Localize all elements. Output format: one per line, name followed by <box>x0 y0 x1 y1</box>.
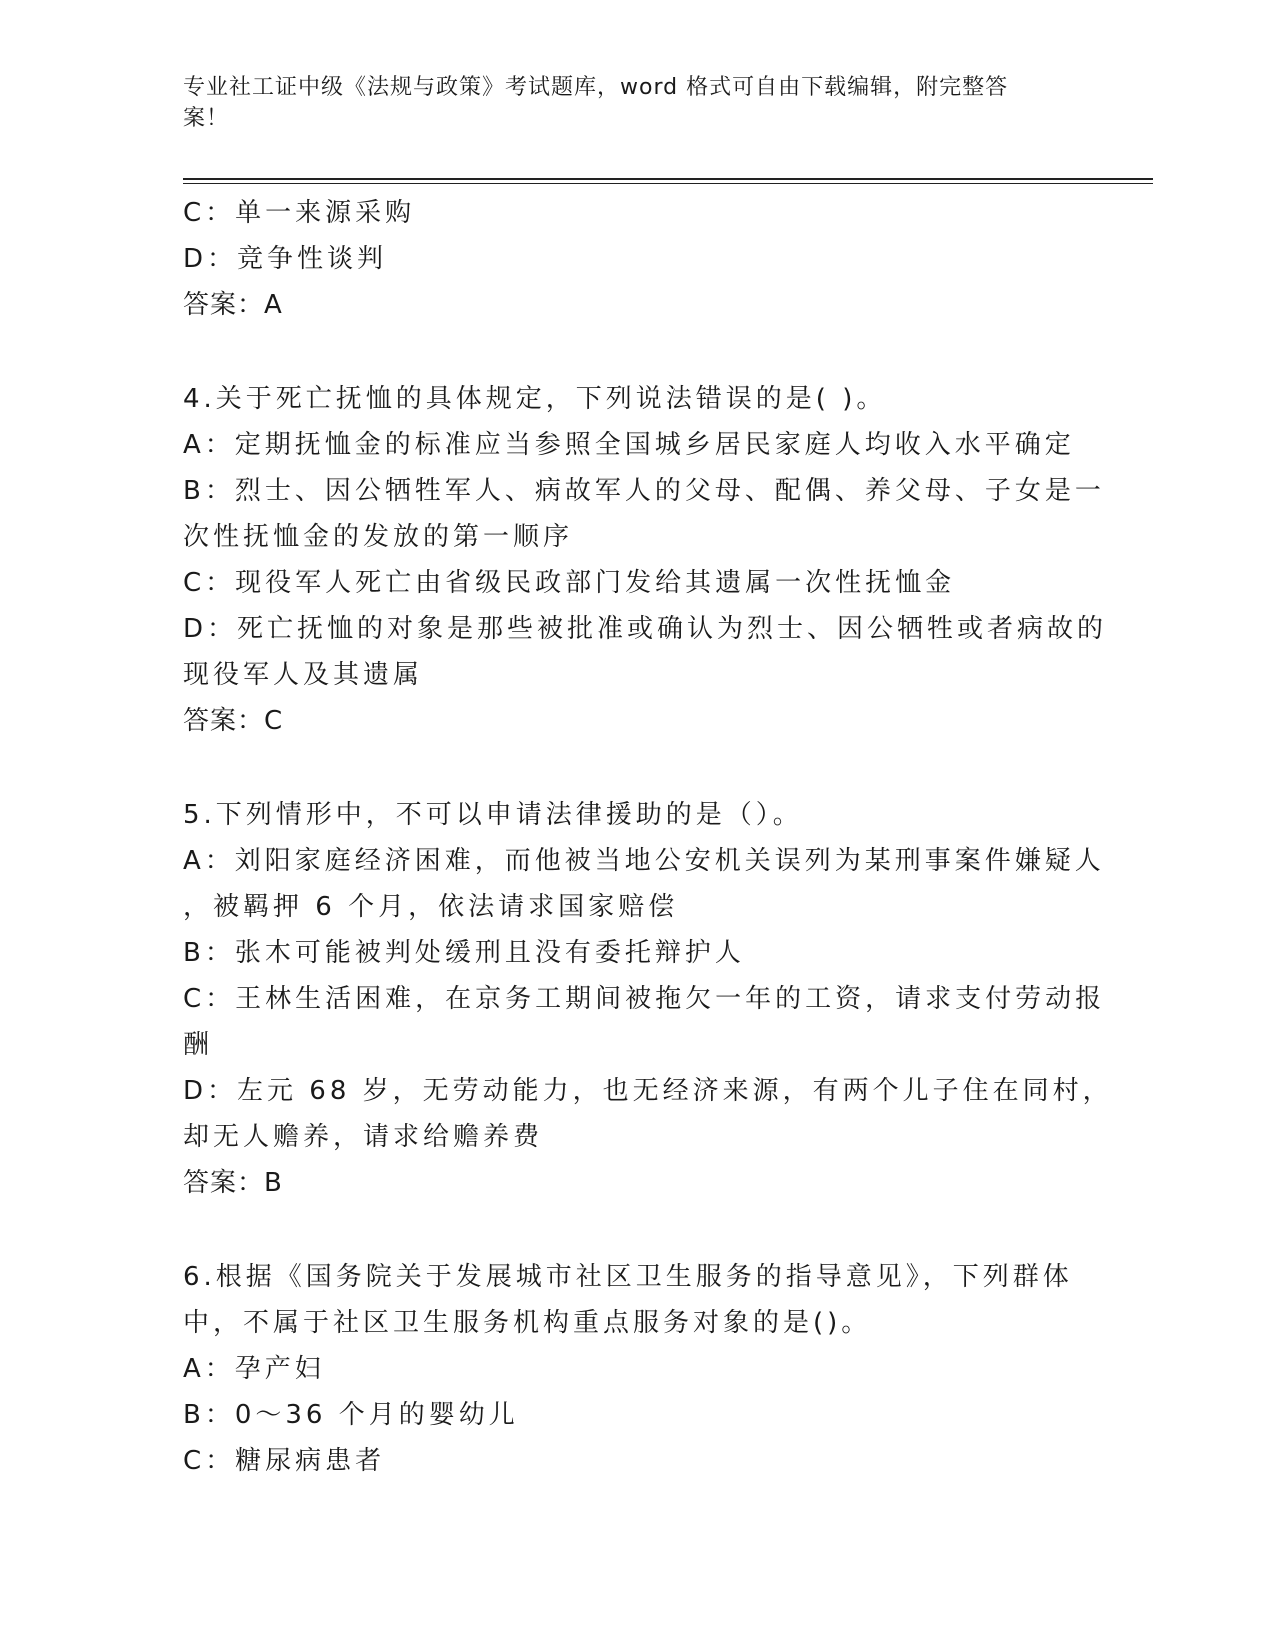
prev-option-c: C：单一来源采购 <box>183 198 416 228</box>
q4-option-a: A：定期抚恤金的标准应当参照全国城乡居民家庭人均收入水平确定 <box>183 430 1075 460</box>
spacer <box>183 1206 1083 1254</box>
q5-option-a-line-2: ，被羁押 6 个月，依法请求国家赔偿 <box>183 892 679 922</box>
q5-option-d-line-2: 却无人赡养，请求给赡养费 <box>183 1122 544 1152</box>
q4-stem: 4.关于死亡抚恤的具体规定，下列说法错误的是( )。 <box>183 384 887 414</box>
q4-answer: 答案：C <box>183 706 284 736</box>
page-header <box>183 72 1063 134</box>
spacer <box>183 744 1083 792</box>
q6-stem-line-1: 6.根据《国务院关于发展城市社区卫生服务的指导意见》，下列群体 <box>183 1262 1073 1292</box>
q4-option-d-line-1: D：死亡抚恤的对象是那些被批准或确认为烈士、因公牺牲或者病故的 <box>183 614 1108 644</box>
q4-option-c: C：现役军人死亡由省级民政部门发给其遗属一次性抚恤金 <box>183 568 956 598</box>
q4-option-b-line-1: B：烈士、因公牺牲军人、病故军人的父母、配偶、养父母、子女是一 <box>183 476 1105 506</box>
question-6-block <box>183 1254 1083 1484</box>
q6-stem-line-2: 中，不属于社区卫生服务机构重点服务对象的是()。 <box>183 1308 872 1338</box>
header-line-2: 案！ <box>183 106 230 131</box>
q6-option-a: A：孕产妇 <box>183 1354 325 1384</box>
q5-answer: 答案：B <box>183 1168 283 1198</box>
question-4-block <box>183 376 1108 744</box>
header-rule-thick <box>183 178 1153 180</box>
q5-stem: 5.下列情形中，不可以申请法律援助的是（）。 <box>183 800 803 830</box>
q4-option-d-line-2: 现役军人及其遗属 <box>183 660 424 690</box>
q5-option-d-line-1: D：左元 68 岁，无劳动能力，也无经济来源，有两个儿子住在同村， <box>183 1076 1113 1106</box>
question-content <box>183 190 1113 1484</box>
prev-answer: 答案：A <box>183 290 283 320</box>
question-5-block <box>183 792 1113 1206</box>
q6-option-c: C：糖尿病患者 <box>183 1446 386 1476</box>
prev-question-block <box>183 190 1083 328</box>
q5-option-a-line-1: A：刘阳家庭经济困难，而他被当地公安机关误列为某刑事案件嫌疑人 <box>183 846 1105 876</box>
q5-option-c-line-2: 酬 <box>183 1030 214 1060</box>
q5-option-b: B：张木可能被判处缓刑且没有委托辩护人 <box>183 938 745 968</box>
q4-option-b-line-2: 次性抚恤金的发放的第一顺序 <box>183 522 574 552</box>
q6-option-b: B：0～36 个月的婴幼儿 <box>183 1400 519 1430</box>
spacer <box>183 328 1083 376</box>
header-rule-thin <box>183 183 1153 184</box>
header-line-1: 专业社工证中级《法规与政策》考试题库，word 格式可自由下载编辑，附完整答 <box>183 75 1009 100</box>
q5-option-c-line-1: C：王林生活困难，在京务工期间被拖欠一年的工资，请求支付劳动报 <box>183 984 1106 1014</box>
prev-option-d: D：竞争性谈判 <box>183 244 388 274</box>
